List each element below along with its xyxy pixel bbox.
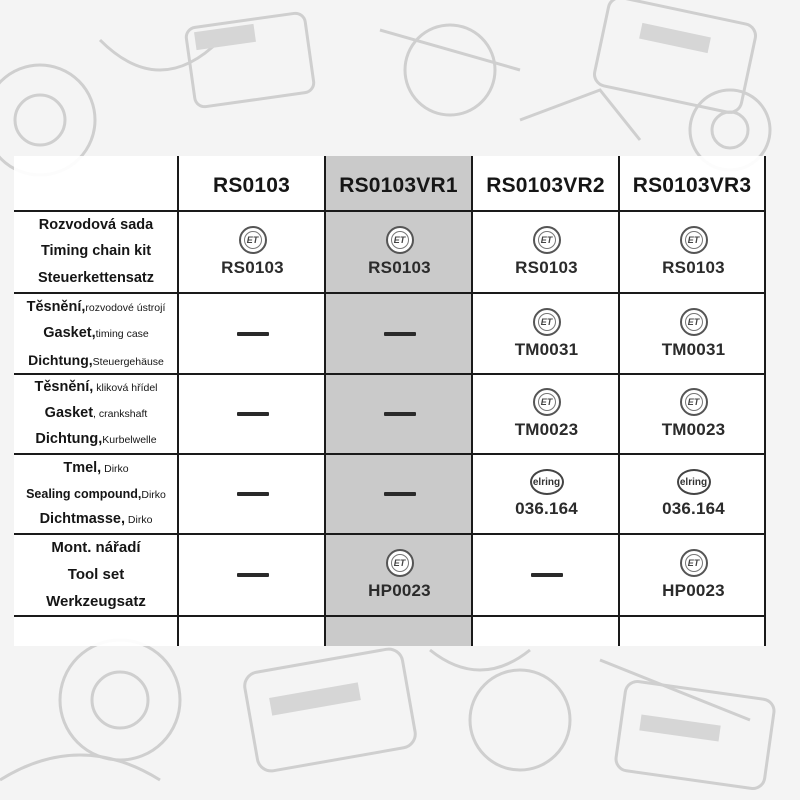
row-label-line [40, 511, 153, 528]
row-label-gasket-timing-case [14, 294, 178, 373]
grid-line [14, 615, 766, 617]
row-label-sub: Dirko [141, 488, 166, 501]
row-label-main: Těsnění, [26, 298, 86, 315]
part-code: HP0023 [662, 581, 725, 600]
column-header: RS0103VR3 [632, 174, 752, 197]
not-included-dash [531, 573, 563, 577]
et-logo-icon: ET [239, 226, 267, 254]
row-label-line [34, 379, 157, 396]
part-code: 036.164 [662, 499, 725, 518]
part-code: RS0103 [368, 258, 431, 277]
table-cell [179, 212, 326, 292]
row-label-sub: , crankshaft [93, 408, 148, 421]
row-label-main: Gasket, [43, 325, 96, 342]
column-header: RS0103VR1 [339, 174, 458, 197]
et-logo-icon: ET [680, 226, 708, 254]
row-label-line: Steuerkettensatz [37, 269, 155, 286]
row-label-sub: timing case [95, 328, 149, 341]
row-label-sub: Kurbelwelle [102, 434, 157, 447]
table-cell [179, 294, 326, 373]
row-label-line: Timing chain kit [40, 243, 152, 260]
table-cell [326, 212, 473, 292]
table-cell [473, 212, 620, 292]
row-label-sub: Steuergehäuse [92, 355, 164, 368]
part-code: TM0023 [514, 420, 579, 439]
table-cell [620, 375, 767, 453]
row-label-main: Dichtung, [28, 351, 93, 368]
row-label-sub: rozvodové ústrojí [85, 301, 166, 314]
elring-logo-icon: elring [530, 469, 564, 495]
row-label-timing-chain-kit [14, 212, 178, 292]
not-included-dash [237, 573, 269, 577]
row-label-sub: Dirko [125, 513, 153, 526]
row-label-line [27, 299, 166, 316]
not-included-dash [237, 492, 269, 496]
et-logo-icon: ET [386, 226, 414, 254]
row-label-main: Tmel, [63, 459, 102, 476]
et-logo-icon: ET [680, 308, 708, 336]
part-code: 036.164 [515, 499, 578, 518]
not-included-dash [237, 332, 269, 336]
table-cell [326, 375, 473, 453]
row-label-line [63, 460, 128, 477]
table-cell [326, 294, 473, 373]
table-cell [473, 375, 620, 453]
row-label-sub: kliková hřídel [93, 382, 158, 395]
row-label-main: Gasket [44, 405, 94, 422]
elring-logo-icon: elring [677, 469, 711, 495]
part-code: HP0023 [368, 581, 431, 600]
table-cell [179, 375, 326, 453]
not-included-dash [237, 412, 269, 416]
table-cell [473, 455, 620, 533]
table-cell [620, 455, 767, 533]
et-logo-icon: ET [680, 388, 708, 416]
column-header: RS0103VR2 [486, 174, 605, 197]
row-label-main: Dichtmasse, [39, 510, 125, 527]
et-logo-icon: ET [533, 388, 561, 416]
row-label-line [26, 487, 166, 502]
not-included-dash [384, 412, 416, 416]
row-label-main: Těsnění, [34, 379, 94, 396]
table-cell [473, 535, 620, 615]
part-code: TM0031 [661, 339, 726, 359]
row-label-line [35, 431, 156, 448]
row-label-main: Dichtung, [35, 431, 103, 448]
table-cell [620, 535, 767, 615]
column-header: RS0103 [212, 174, 291, 197]
table-cell [179, 455, 326, 533]
row-label-sub: Dirko [101, 462, 129, 475]
row-label-main: Sealing compound, [26, 486, 142, 501]
table-cell [326, 455, 473, 533]
table-cell [620, 212, 767, 292]
part-code: TM0023 [661, 420, 726, 439]
table-cell [326, 535, 473, 615]
row-label-line [28, 352, 164, 369]
row-label-tool-set [14, 535, 178, 615]
et-logo-icon: ET [680, 549, 708, 577]
et-logo-icon: ET [533, 226, 561, 254]
row-label-line: Rozvodová sada [38, 216, 154, 233]
table-cell [620, 294, 767, 373]
row-label-gasket-crankshaft [14, 375, 178, 453]
row-label-line: Tool set [67, 565, 125, 583]
not-included-dash [384, 332, 416, 336]
part-code: RS0103 [221, 258, 284, 277]
row-label-line: Mont. nářadí [51, 539, 141, 557]
et-logo-icon: ET [386, 549, 414, 577]
not-included-dash [384, 492, 416, 496]
part-code: TM0031 [514, 339, 579, 359]
row-label-sealing-compound [14, 455, 178, 533]
table-cell [473, 294, 620, 373]
table-cell [179, 535, 326, 615]
et-logo-icon: ET [533, 308, 561, 336]
row-label-line [45, 405, 148, 422]
row-label-line [43, 325, 149, 342]
part-code: RS0103 [662, 258, 725, 277]
part-code: RS0103 [515, 258, 578, 277]
row-label-line: Werkzeugsatz [46, 592, 146, 610]
